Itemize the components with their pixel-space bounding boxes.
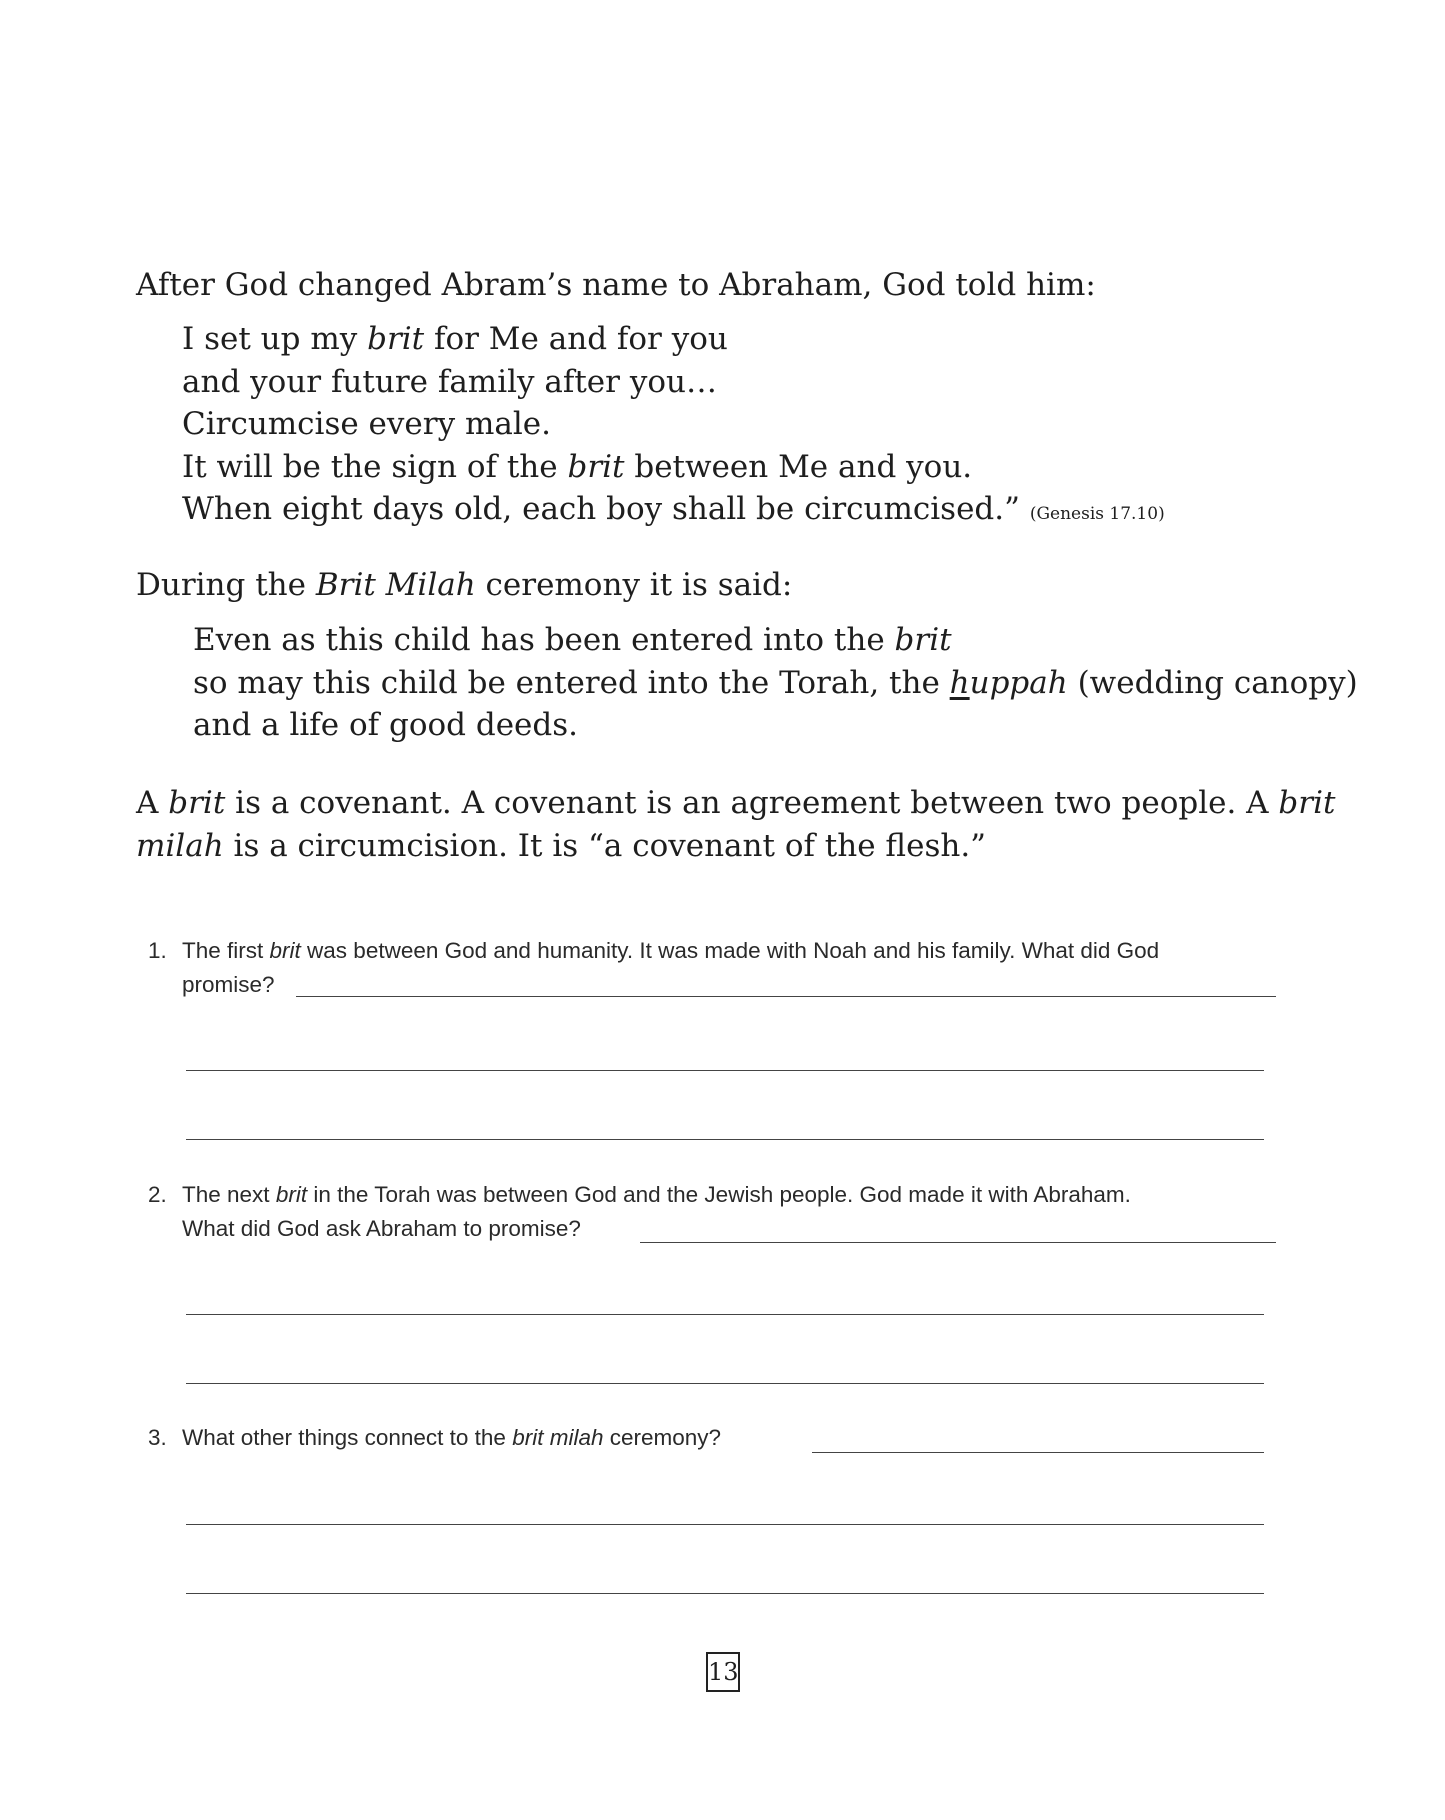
quote-line: When eight days old, each boy shall be circumcised.” (Genesis 17.10) <box>182 491 1165 527</box>
quote-line: and your future family after you… <box>182 363 717 400</box>
question-3: 3. What other things connect to the brit milah ceremony? <box>148 1421 1318 1457</box>
answer-line[interactable] <box>186 1139 1264 1140</box>
answer-line[interactable] <box>640 1242 1276 1243</box>
answer-line[interactable] <box>186 1314 1264 1315</box>
answer-line[interactable] <box>186 1593 1264 1594</box>
quote-line: Even as this child has been entered into the brit <box>193 622 952 658</box>
definition-paragraph: A brit is a covenant. A covenant is an agreement between two people. A brit milah is a circumcision. It is “a covenant of the flesh.” <box>136 785 1336 864</box>
page-number: 13 <box>706 1652 740 1692</box>
answer-line[interactable] <box>296 996 1276 997</box>
question-1: 1. The first brit was between God and humanity. It was made with Noah and his family. What did God promise? <box>148 934 1318 1004</box>
question-number: 3. <box>148 1425 167 1450</box>
answer-line[interactable] <box>812 1452 1264 1453</box>
quote-line: so may this child be entered into the Torah, the huppah (wedding canopy) <box>193 664 1358 701</box>
answer-line[interactable] <box>186 1383 1264 1384</box>
question-number: 2. <box>148 1182 167 1207</box>
answer-line[interactable] <box>186 1524 1264 1525</box>
citation: (Genesis 17.10) <box>1029 504 1165 524</box>
quote-line: Circumcise every male. <box>182 406 551 442</box>
quote-line: It will be the sign of the brit between Me and you. <box>182 448 973 485</box>
question-number: 1. <box>148 938 167 963</box>
quote-line: and a life of good deeds. <box>193 707 578 743</box>
question-2: 2. The next brit in the Torah was between God and the Jewish people. God made it with Abraham. What did God ask Abraham to promise? <box>148 1178 1318 1248</box>
brit-milah-blessing <box>193 619 1358 747</box>
quote-line: I set up my brit for Me and for you <box>182 321 728 357</box>
intro-paragraph-2: During the Brit Milah ceremony it is said: <box>136 567 793 603</box>
intro-paragraph-1: After God changed Abram’s name to Abraham, God told him: <box>136 267 1096 303</box>
genesis-quote <box>182 318 1165 536</box>
answer-line[interactable] <box>186 1070 1264 1071</box>
